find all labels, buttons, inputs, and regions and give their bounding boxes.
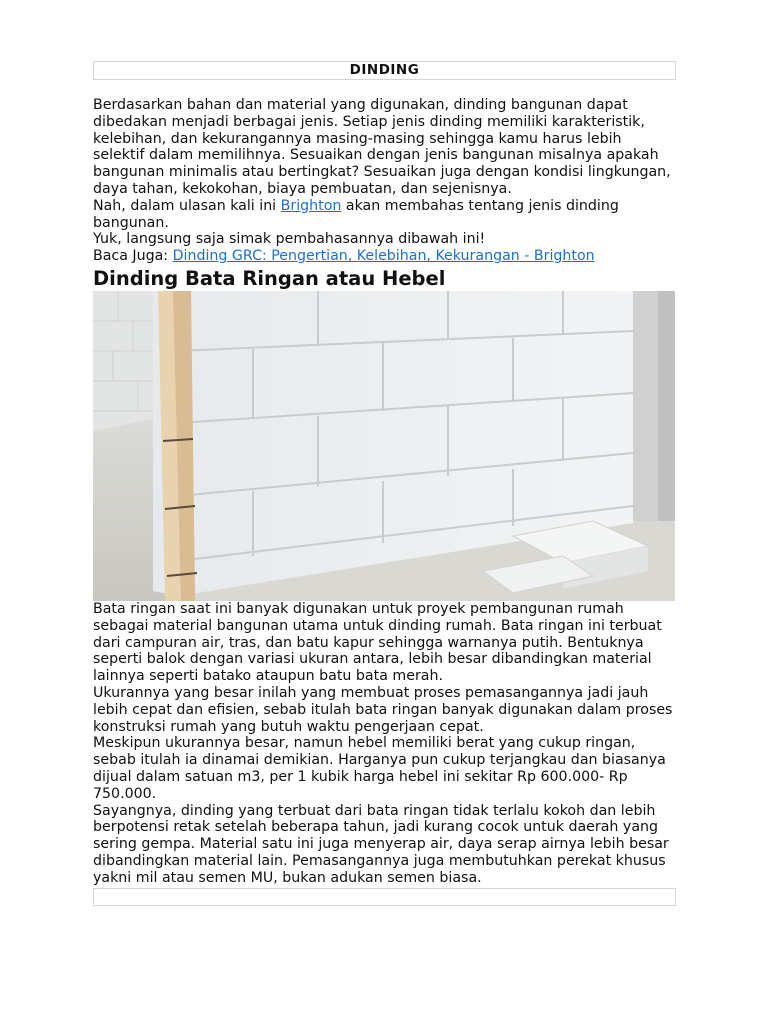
body-section <box>93 601 676 887</box>
document-title-box <box>93 61 676 80</box>
baca-juga-link[interactable]: Dinding GRC: Pengertian, Kelebihan, Kekurangan - Brighton <box>172 248 595 265</box>
nah-line <box>93 198 676 232</box>
baca-juga-label: Baca Juga: <box>93 248 173 265</box>
intro-paragraph: Berdasarkan bahan dan material yang digunakan, dinding bangunan dapat dibedakan menjadi berbagai jenis. Setiap jenis dinding memiliki karakteristik, kelebihan, dan kekurangannya masing-masing sehingga kamu harus lebih selektif dalam memilihnya. Sesuaikan dengan jenis bangunan misalnya apakah bangunan minimalis atau bertingkat? Sesuaikan juga dengan kondisi lingkungan, daya tahan, kekokohan, biaya pembuatan, dan sejenisnya. <box>93 97 671 197</box>
footer-box <box>93 888 676 906</box>
intro-section <box>93 97 676 265</box>
paragraph-3: Meskipun ukurannya besar, namun hebel memiliki berat yang cukup ringan, sebab itulah ia dinamai demikian. Harganya pun cukup terjangkau dan biasanya dijual dalam satuan m3, per 1 kubik harga hebel ini sekitar Rp 600.000- Rp 750.000. <box>93 735 666 802</box>
document-page <box>93 61 676 906</box>
hebel-wall-photo <box>93 291 675 601</box>
brighton-link[interactable]: Brighton <box>280 197 342 214</box>
baca-juga-line <box>93 248 676 265</box>
paragraph-2: Ukurannya yang besar inilah yang membuat proses pemasangannya jadi jauh lebih cepat dan efisien, sebab itulah bata ringan banyak digunakan dalam proses konstruksi rumah yang butuh waktu pengerjaan cepat. <box>93 684 673 735</box>
document-title: DINDING <box>349 62 420 78</box>
nah-text-before: Nah, dalam ulasan kali ini <box>93 197 281 214</box>
nah-text-after: akan membahas tentang jenis dinding bangunan. <box>93 197 619 231</box>
yuk-line: Yuk, langsung saja simak pembahasannya dibawah ini! <box>93 231 486 248</box>
paragraph-4: Sayangnya, dinding yang terbuat dari bata ringan tidak terlalu kokoh dan lebih berpotensi retak setelah beberapa tahun, jadi kurang cocok untuk daerah yang sering gempa. Material satu ini juga menyerap air, daya serap airnya lebih besar dibandingkan material lain. Pemasangannya juga membutuhkan perekat khusus yakni mil atau semen MU, bukan adukan semen biasa. <box>93 802 669 886</box>
paragraph-1: Bata ringan saat ini banyak digunakan untuk proyek pembangunan rumah sebagai material bangunan utama untuk dinding rumah. Bata ringan ini terbuat dari campuran air, tras, dan batu kapur sehingga warnanya putih. Bentuknya seperti balok dengan variasi ukuran antara, lebih besar dibandingkan material lainnya seperti batako ataupun batu bata merah. <box>93 600 662 685</box>
section-heading: Dinding Bata Ringan atau Hebel <box>93 266 446 290</box>
